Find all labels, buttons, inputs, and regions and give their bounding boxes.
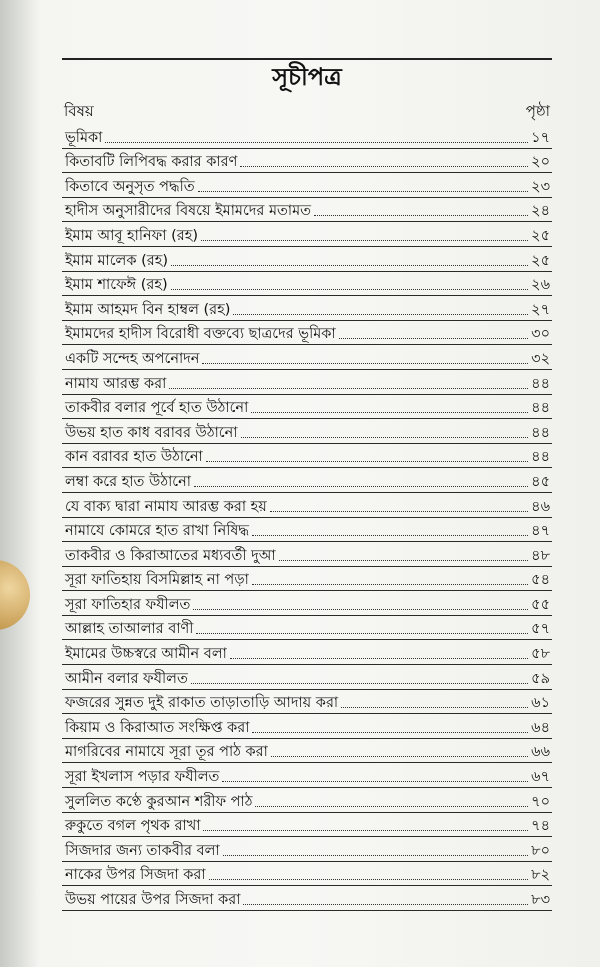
toc-entry <box>62 444 552 469</box>
toc-entry-label: আল্লাহ তাআলার বাণী <box>65 621 194 638</box>
toc-entry-label: রুকুতে বগল পৃথক রাখা <box>65 818 201 835</box>
toc-entry <box>62 518 552 543</box>
dot-leader <box>255 806 528 807</box>
dot-leader <box>191 683 528 684</box>
toc-entry <box>62 345 552 370</box>
toc-entry-label: নামাযে কোমরে হাত রাখা নিষিদ্ধ <box>65 523 250 540</box>
toc-entry-label: কিতাবটি লিপিবদ্ধ করার কারণ <box>65 154 238 171</box>
toc-entry-page-number: ৪৪ <box>531 449 550 466</box>
toc-entry-label: কান বরাবর হাত উঠানো <box>65 449 203 466</box>
toc-entry-page-number: ৫৪ <box>531 572 550 589</box>
toc-entry <box>62 370 552 395</box>
dot-leader <box>252 535 528 536</box>
dot-leader <box>230 658 528 659</box>
toc-entry <box>62 542 552 567</box>
toc-entry-label: ইমামদের হাদীস বিরোধী বক্তব্যে ছাত্রদের ভূমিকা <box>65 326 336 343</box>
toc-entry <box>62 837 552 862</box>
dot-leader <box>196 633 528 634</box>
dot-leader <box>243 904 528 905</box>
toc-entry <box>62 222 552 247</box>
dot-leader <box>202 363 528 364</box>
toc-entry-label: ইমাম আবূ হানিফা (রহ) <box>65 227 198 244</box>
toc-entry-label: সূরা ইখলাস পড়ার ফযীলত <box>65 769 220 786</box>
toc-entry <box>62 665 552 690</box>
dot-leader <box>203 830 528 831</box>
toc-entry-page-number: ৩২ <box>531 350 550 367</box>
toc-entry-page-number: ৬৬ <box>531 744 550 761</box>
toc-entry <box>62 862 552 887</box>
toc-entry-page-number: ২৭ <box>531 301 550 318</box>
dot-leader <box>198 191 528 192</box>
toc-entry-label: উভয় হাত কাধ বরাবর উঠানো <box>65 424 238 441</box>
toc-entry <box>62 788 552 813</box>
toc-entry-page-number: ৬৪ <box>531 719 550 736</box>
toc-entry <box>62 591 552 616</box>
toc-entry-page-number: ৮৩ <box>531 892 550 908</box>
dot-leader <box>171 265 528 266</box>
dot-leader <box>171 289 528 290</box>
toc-entry-page-number: ৭০ <box>531 793 550 810</box>
dot-leader <box>279 560 529 561</box>
dot-leader <box>193 609 528 610</box>
dot-leader <box>251 412 528 413</box>
dot-leader <box>252 732 528 733</box>
toc-entry-page-number: ৮০ <box>531 842 550 859</box>
toc-entry-label: আমীন বলার ফযীলত <box>65 670 188 687</box>
toc-entry-page-number: ২৫ <box>531 227 550 244</box>
toc-entry-page-number: ৫৮ <box>531 646 550 663</box>
toc-entry-page-number: ৫৯ <box>531 670 550 687</box>
toc-entry-label: কিতাবে অনুসৃত পদ্ধতি <box>65 178 195 195</box>
toc-entry-page-number: ২৩ <box>531 178 550 195</box>
toc-entry-page-number: ৩০ <box>531 326 550 343</box>
toc-entry-label: সিজদার জন্য তাকবীর বলা <box>65 842 220 859</box>
dot-leader <box>271 756 528 757</box>
toc-entry <box>62 763 552 788</box>
toc-entry-page-number: ৫৭ <box>531 621 550 638</box>
toc-entry-label: উভয় পায়ের উপর সিজদা করা <box>65 892 241 908</box>
toc-entry-page-number: ২০ <box>531 154 550 171</box>
toc-entry-page-number: ৪৫ <box>531 473 550 490</box>
toc-entry-label: তাকবীর ও কিরাআতের মধ্যবর্তী দুআ <box>65 547 276 564</box>
toc-entry <box>62 124 552 149</box>
toc-list <box>62 124 552 911</box>
toc-entry <box>62 419 552 444</box>
toc-entry-label: নামায আরম্ভ করা <box>65 375 167 392</box>
dot-leader <box>223 855 528 856</box>
toc-entry-page-number: ২৫ <box>531 252 550 269</box>
toc-entry-page-number: ৮২ <box>531 867 550 884</box>
toc-entry-page-number: ২৪ <box>531 203 550 220</box>
toc-entry <box>62 468 552 493</box>
dot-leader <box>314 215 528 216</box>
toc-entry-page-number: ৪৪ <box>531 375 550 392</box>
toc-entry <box>62 296 552 321</box>
dot-leader <box>341 707 528 708</box>
toc-entry-label: ইমাম শাফেঈ (রহ) <box>65 277 168 294</box>
dot-leader <box>209 879 529 880</box>
page-column-label: পৃষ্ঠা <box>525 102 550 120</box>
dot-leader <box>105 142 528 143</box>
dot-leader <box>206 461 528 462</box>
top-rule <box>62 58 552 60</box>
toc-entry <box>62 395 552 420</box>
toc-entry-label: ফজরের সুন্নত দুই রাকাত তাড়াতাড়ি আদায় করা <box>65 695 339 712</box>
toc-entry-label: নাকের উপর সিজদা করা <box>65 867 206 884</box>
dot-leader <box>241 437 529 438</box>
toc-entry-page-number: ৫৫ <box>531 596 550 613</box>
toc-entry-label: ইমাম মালেক (রহ) <box>65 252 169 269</box>
toc-entry-page-number: ৪৬ <box>531 498 550 515</box>
toc-entry <box>62 640 552 665</box>
dot-leader <box>233 314 528 315</box>
toc-entry <box>62 149 552 174</box>
toc-entry-page-number: ৬৭ <box>531 769 550 786</box>
toc-entry-label: ইমামের উচ্চস্বরে আমীন বলা <box>65 646 227 663</box>
toc-entry-page-number: ৪৭ <box>531 523 550 540</box>
dot-leader <box>339 338 528 339</box>
toc-entry-label: যে বাক্য দ্বারা নামায আরম্ভ করা হয় <box>65 498 267 515</box>
dot-leader <box>194 486 528 487</box>
dot-leader <box>240 166 528 167</box>
toc-header <box>62 100 552 122</box>
toc-entry-page-number: ৪৪ <box>531 400 550 417</box>
toc-entry <box>62 813 552 838</box>
toc-entry <box>62 247 552 272</box>
toc-entry <box>62 321 552 346</box>
toc-entry-label: তাকবীর বলার পূর্বে হাত উঠানো <box>65 400 249 417</box>
toc-entry-label: সূরা ফাতিহায় বিসমিল্লাহ না পড়া <box>65 572 249 589</box>
toc-entry <box>62 690 552 715</box>
dot-leader <box>252 584 528 585</box>
page-gutter-shadow <box>0 0 40 967</box>
dot-leader <box>201 240 528 241</box>
page-title: সূচীপত্র <box>272 63 342 91</box>
toc-entry <box>62 886 552 911</box>
toc-entry-page-number: ৭৪ <box>531 818 550 835</box>
toc-entry <box>62 616 552 641</box>
toc-entry-page-number: ৬১ <box>531 695 550 712</box>
toc-entry <box>62 739 552 764</box>
toc-entry-page-number: ৪৮ <box>531 547 550 564</box>
subject-column-label: বিষয় <box>64 102 94 120</box>
toc-entry <box>62 567 552 592</box>
toc-entry-label: মাগরিবের নামাযে সূরা তূর পাঠ করা <box>65 744 268 761</box>
toc-entry-page-number: ২৬ <box>531 277 550 294</box>
table-of-contents-page <box>62 58 552 911</box>
toc-entry-label: ভূমিকা <box>65 129 103 146</box>
toc-entry-page-number: ৪৪ <box>531 424 550 441</box>
dot-leader <box>222 781 528 782</box>
toc-entry-label: লম্বা করে হাত উঠানো <box>65 473 191 490</box>
toc-entry <box>62 493 552 518</box>
toc-entry-label: একটি সন্দেহ অপনোদন <box>65 350 200 367</box>
toc-entry-label: হাদীস অনুসারীদের বিষয়ে ইমামদের মতামত <box>65 203 312 220</box>
toc-entry-label: সুললিত কণ্ঠে কুরআন শরীফ পাঠ <box>65 793 253 810</box>
toc-entry <box>62 272 552 297</box>
dot-leader <box>270 511 528 512</box>
toc-entry-label: কিয়াম ও কিরাআত সংক্ষিপ্ত করা <box>65 719 250 736</box>
toc-entry-label: সূরা ফাতিহার ফযীলত <box>65 596 191 613</box>
toc-entry <box>62 198 552 223</box>
toc-entry <box>62 173 552 198</box>
toc-entry-page-number: ১৭ <box>531 129 550 146</box>
toc-entry <box>62 714 552 739</box>
dot-leader <box>169 388 528 389</box>
toc-entry-label: ইমাম আহমদ বিন হাম্বল (রহ) <box>65 301 231 318</box>
